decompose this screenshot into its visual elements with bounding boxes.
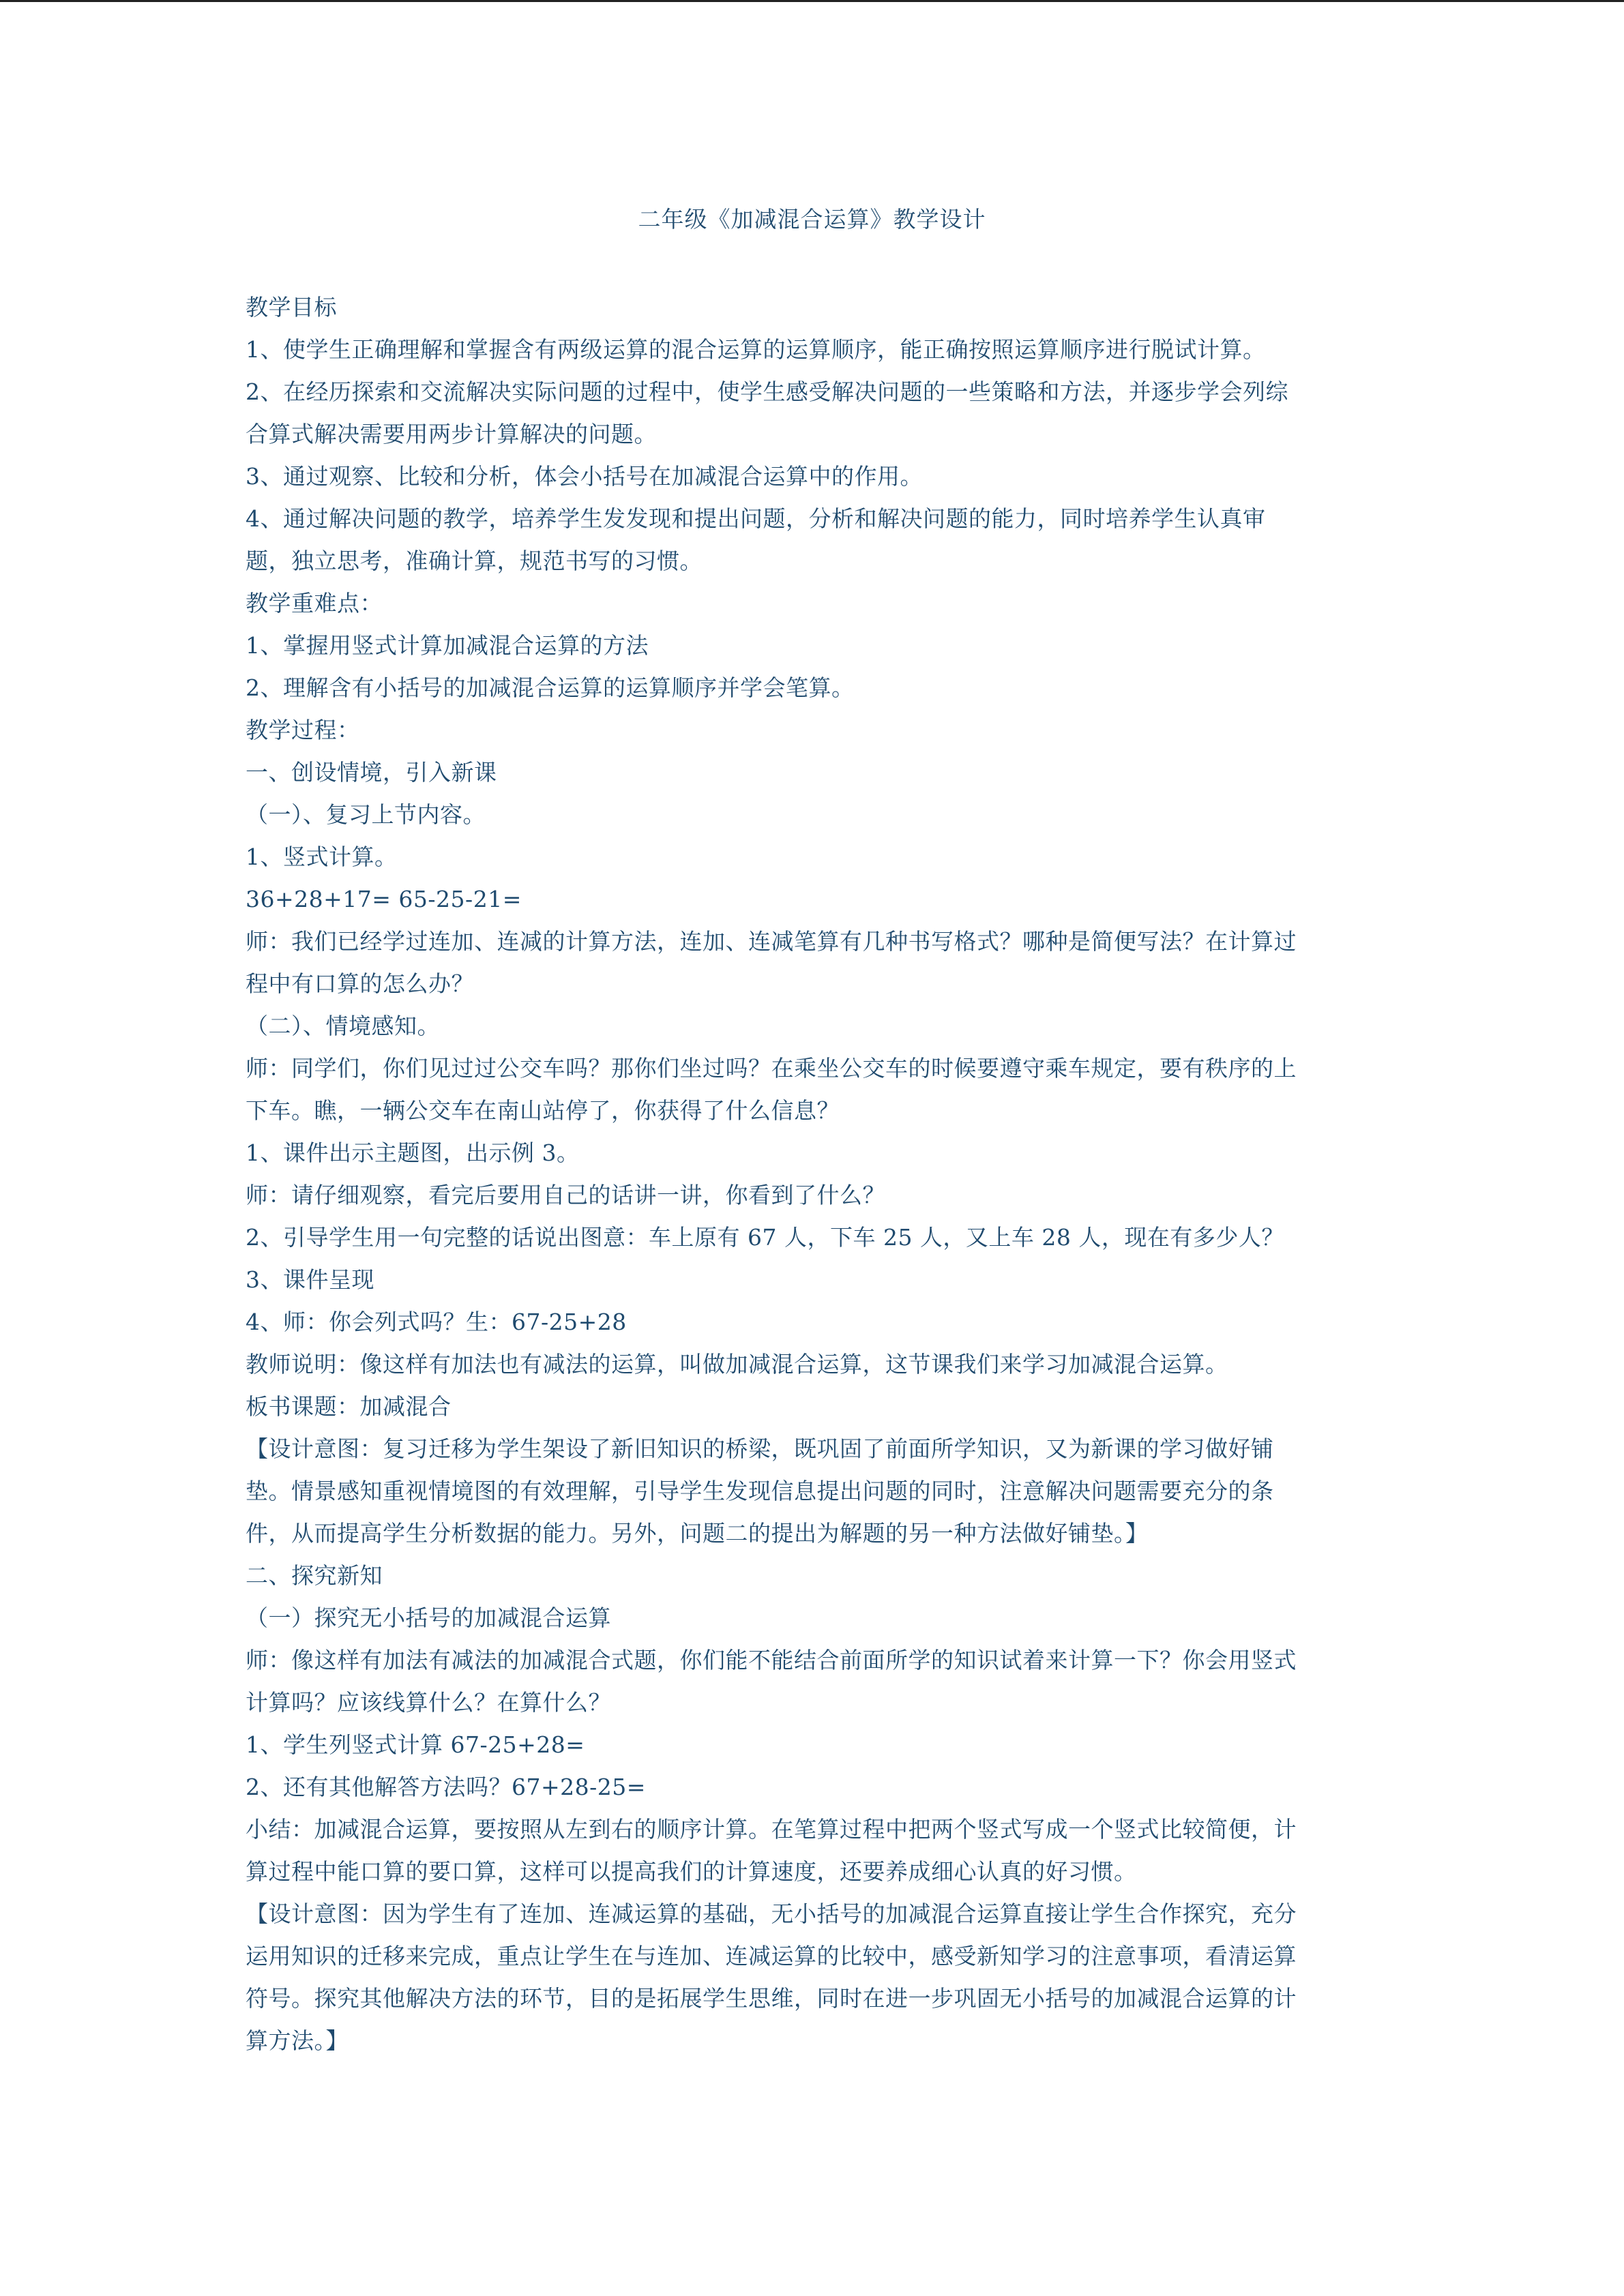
paragraph-line: 师：同学们，你们见过过公交车吗？那你们坐过吗？在乘坐公交车的时候要遵守乘车规定，要有秩序的上 bbox=[246, 1055, 1297, 1082]
paragraph-line: 4、通过解决问题的教学，培养学生发发现和提出问题，分析和解决问题的能力，同时培养学生认真审 bbox=[246, 505, 1266, 532]
subsection-heading: 一、创设情境，引入新课 bbox=[246, 759, 497, 786]
paragraph-line: 1、竖式计算。 bbox=[246, 844, 398, 870]
paragraph-line: 合算式解决需要用两步计算解决的问题。 bbox=[246, 421, 657, 447]
section-heading-objectives: 教学目标 bbox=[246, 294, 337, 320]
paragraph-line: 题，独立思考，准确计算，规范书写的习惯。 bbox=[246, 548, 703, 574]
paragraph-line: 程中有口算的怎么办？ bbox=[246, 970, 474, 997]
summary-line: 算过程中能口算的要口算，这样可以提高我们的计算速度，还要养成细心认真的好习惯。 bbox=[246, 1858, 1137, 1885]
paragraph-line: 2、还有其他解答方法吗？67+28-25= bbox=[246, 1774, 646, 1800]
paragraph-line: 1、使学生正确理解和掌握含有两级运算的混合运算的运算顺序，能正确按照运算顺序进行脱试计算。 bbox=[246, 336, 1266, 363]
paragraph-line: 计算吗？应该线算什么？在算什么？ bbox=[246, 1689, 611, 1716]
paragraph-line: 教师说明：像这样有加法也有减法的运算，叫做加减混合运算，这节课我们来学习加减混合运算。 bbox=[246, 1351, 1228, 1377]
document-body bbox=[246, 286, 1378, 2062]
document-title: 二年级《加减混合运算》教学设计 bbox=[638, 206, 986, 233]
formula-line: 36+28+17= 65-25-21= bbox=[246, 886, 522, 912]
subsection-heading: （一）探究无小括号的加减混合运算 bbox=[246, 1605, 611, 1631]
paragraph-line: 4、师：你会列式吗？生：67-25+28 bbox=[246, 1309, 627, 1335]
paragraph-line: 下车。瞧，一辆公交车在南山站停了，你获得了什么信息？ bbox=[246, 1097, 840, 1124]
design-intent-line: 算方法。】 bbox=[246, 2027, 349, 2054]
paragraph-line: 3、课件呈现 bbox=[246, 1266, 374, 1293]
paragraph-line: 2、引导学生用一句完整的话说出图意：车上原有 67 人，下车 25 人，又上车 28 人，现在有多少人？ bbox=[246, 1224, 1284, 1251]
paragraph-line: 1、学生列竖式计算 67-25+28= bbox=[246, 1731, 585, 1758]
paragraph-line: 师：我们已经学过连加、连减的计算方法，连加、连减笔算有几种书写格式？哪种是简便写法？在计算过 bbox=[246, 928, 1297, 955]
design-intent-line: 件，从而提高学生分析数据的能力。另外，问题二的提出为解题的另一种方法做好铺垫。】 bbox=[246, 1520, 1149, 1547]
design-intent-line: 【设计意图：复习迁移为学生架设了新旧知识的桥梁，既巩固了前面所学知识，又为新课的学习做好铺 bbox=[246, 1435, 1274, 1462]
design-intent-line: 符号。探究其他解决方法的环节，目的是拓展学生思维，同时在进一步巩固无小括号的加减混合运算的计 bbox=[246, 1985, 1297, 2012]
paragraph-line: 1、掌握用竖式计算加减混合运算的方法 bbox=[246, 632, 649, 659]
section-heading-key-points: 教学重难点： bbox=[246, 590, 383, 616]
subsection-heading: 二、探究新知 bbox=[246, 1562, 383, 1589]
design-intent-line: 【设计意图：因为学生有了连加、连减运算的基础，无小括号的加减混合运算直接让学生合作探究，充分 bbox=[246, 1900, 1297, 1927]
paragraph-line: 3、通过观察、比较和分析，体会小括号在加减混合运算中的作用。 bbox=[246, 463, 923, 490]
design-intent-line: 运用知识的迁移来完成，重点让学生在与连加、连减运算的比较中，感受新知学习的注意事项，看清运算 bbox=[246, 1943, 1297, 1969]
paragraph-line: 2、在经历探索和交流解决实际问题的过程中，使学生感受解决问题的一些策略和方法，并逐步学会列综 bbox=[246, 378, 1288, 405]
subsection-heading: （二）、情境感知。 bbox=[246, 1013, 440, 1039]
paragraph-line: 师：请仔细观察，看完后要用自己的话讲一讲，你看到了什么？ bbox=[246, 1182, 885, 1208]
subsection-heading: （一）、复习上节内容。 bbox=[246, 801, 486, 828]
section-heading-process: 教学过程： bbox=[246, 717, 360, 743]
paragraph-line: 板书课题：加减混合 bbox=[246, 1393, 452, 1420]
paragraph-line: 师：像这样有加法有减法的加减混合式题，你们能不能结合前面所学的知识试着来计算一下？你会用竖式 bbox=[246, 1647, 1297, 1673]
design-intent-line: 垫。情景感知重视情境图的有效理解，引导学生发现信息提出问题的同时，注意解决问题需要充分的条 bbox=[246, 1478, 1274, 1504]
summary-line: 小结：加减混合运算，要按照从左到右的顺序计算。在笔算过程中把两个竖式写成一个竖式比较简便，计 bbox=[246, 1816, 1297, 1843]
paragraph-line: 2、理解含有小括号的加减混合运算的运算顺序并学会笔算。 bbox=[246, 674, 855, 701]
paragraph-line: 1、课件出示主题图，出示例 3。 bbox=[246, 1139, 580, 1166]
